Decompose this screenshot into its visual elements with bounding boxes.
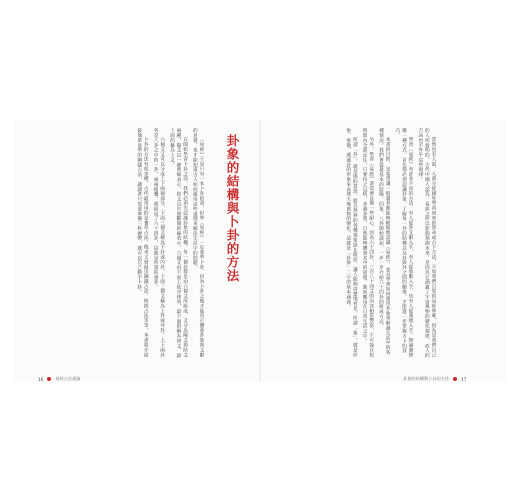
right-page-body	[266, 128, 436, 358]
chapter-title: 卦象的結構與卜卦的方法	[225, 134, 240, 283]
page-number: 17	[461, 376, 467, 382]
bullet-dot-icon	[47, 377, 51, 381]
paragraph: 在開始學習卜卦之前，我們必須先認識卦象的結構。每一個卦都是由六個爻所組成，爻分為陽爻與陰爻兩種，陽爻以一條實線表示，陰爻以中間斷開的線表示。六個爻由下而上依序排列，最下面的稱為初爻，最上面的稱為上爻。	[169, 128, 188, 358]
paragraph: 本書的目的，是希望讓一般讀者都能夠輕鬆地認識《易經》，並且學會如何運用卦象來解讀生活中的各種情況。我們會從最基本的陰陽、四象、八卦開始談起，一步一步介紹六十四卦的組成方式。	[378, 128, 391, 356]
book-gutter	[259, 120, 261, 382]
paragraph: 六個爻又可以分成上下兩個部分，下面三個爻稱為下卦或內卦，上面三個爻稱為上卦或外卦。上下兩卦各是八卦之中的一卦，兩兩相疊，便組成了六十四卦，這就是所謂的重卦。	[153, 128, 165, 358]
paragraph: 當然也有人說，大部分從國外學習而來的算命或占卜方法，不如我們自家的易經準確，因為是我們自己的人所發明的。古代中國人認為，易經之所以能夠預測未來，是因為它涵蓋了宇宙萬物的變化規律，而人的吉凶也不外乎這些規律。	[417, 128, 436, 358]
paragraph: 另外，學習《易經》還需要具備一些耐心，因為六十四卦、三百八十四爻的內容相當豐富，不可能在短時間內全部記住。只要持之以恆，多讀多想，自然能夠體會其中的道理，進而應用在日常生活之中。	[362, 128, 374, 358]
footer-left	[34, 376, 80, 382]
paragraph: 《易經》不是只有一本卜卦的書，但學《易經》一定要學卜卦，因為卜卦之後才能真正體會卦象與爻辭的意義，也才能知道古人如何運用這些道理來解決生活中的問題。	[192, 128, 204, 358]
running-title: 卦象的結構與卜卦的方法	[403, 376, 450, 381]
bullet-dot-icon	[453, 377, 457, 381]
paragraph: 學習《易經》有許多不同的方法，有人從卦爻辭入手，有人從象數入手，也有人從義理入手。無論選擇哪一種方式，首先都必須認識卦象，了解每一卦的結構以及卦與卦之間的關係，才能進一步掌握占卜的技巧。	[394, 128, 414, 358]
paragraph: 卜卦的方法有很多種，古代最常用的是蓍草占法，後來又發展出銅錢占法、時間占法等等。本書將介紹最簡單易學的銅錢占法，讓讀者只需要準備三枚硬幣，就可以自己動手卜卦。	[136, 128, 149, 358]
left-page-body	[86, 128, 204, 358]
footer-right	[403, 376, 470, 382]
paragraph: 所謂「卦」，就是掛的意思，將自然界的各種現象掛在眼前，讓人能夠清楚地看見。所謂「象」，就是形象、象徵，透過卦的形象來表達天地萬物的變化。這就是「卦象」二字的基本涵義。	[345, 128, 358, 358]
page-number: 16	[38, 376, 44, 382]
left-page	[86, 128, 256, 366]
right-page	[266, 128, 436, 366]
running-title: 易經占法通論	[55, 376, 81, 381]
